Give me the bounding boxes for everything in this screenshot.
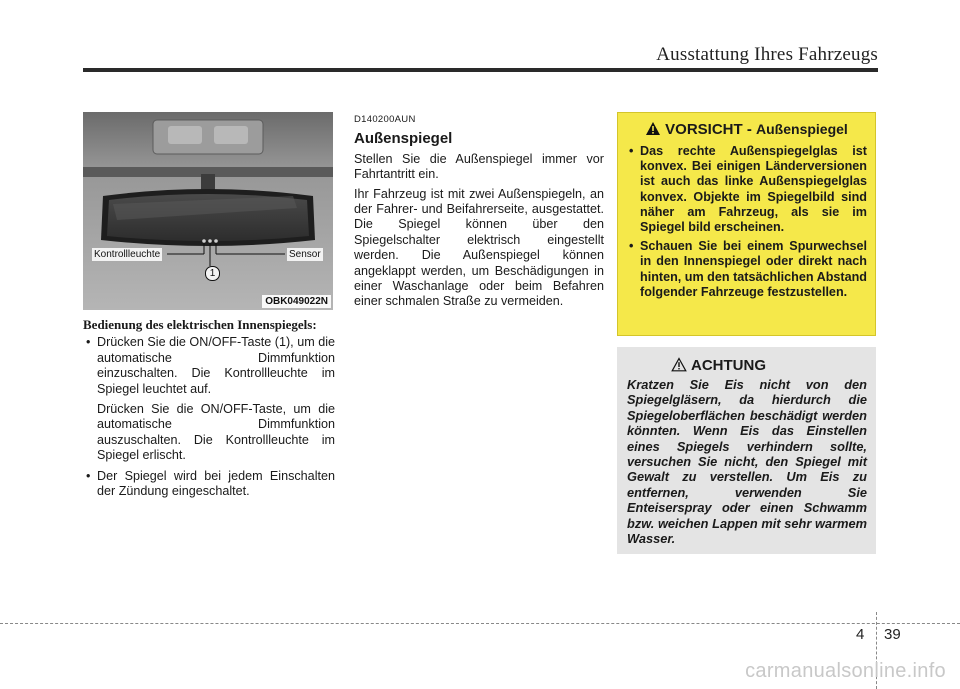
section-code: D140200AUN [354, 114, 416, 125]
notice-title [671, 357, 867, 374]
header-rule [83, 68, 878, 72]
middle-column [354, 112, 604, 314]
list-item-text: Der Spiegel wird bei jedem Einschalten der Zündung eingeschaltet. [97, 468, 335, 499]
notice-text: Kratzen Sie Eis nicht von den Spiegelgläsern, da hierdurch die Spiegeloberflächen beschädigt werden könnten. Wenn Eis das Einstellen eines Spiegels verhindern sollte, versuchen Sie nicht, den Spiegel mit Gewalt zu verstellen. Um Eis zu entfernen, verwenden Sie Enteiserspray oder einen Schwamm bzw. weichen Lappen mit sehr warmem Wasser. [627, 377, 867, 547]
figure-code: OBK049022N [262, 295, 331, 308]
label-indicator-light: Kontrollleuchte [94, 249, 161, 260]
caution-label: VORSICHT - [665, 121, 752, 138]
section-title: Außenspiegel [354, 130, 453, 148]
warning-triangle-outline-icon [671, 357, 687, 372]
caution-item-text: Schauen Sie bei einem Spurwechsel in den Innenspiegel oder direkt nach hinten, um den tatsächlichen Abstand folgender Fahrzeuge festzustellen. [640, 239, 867, 299]
bullet-icon: • [86, 468, 91, 483]
caution-box [617, 112, 876, 336]
caution-title [626, 121, 867, 138]
page-header-title: Ausstattung Ihres Fahrzeugs [656, 44, 878, 65]
chapter-number: 4 [856, 626, 865, 643]
list-item [83, 469, 335, 500]
bullet-icon: • [86, 335, 91, 350]
paragraph: Ihr Fahrzeug ist mit zwei Außenspiegeln, an der Fahrer- und Beifahrerseite, ausgestattet. Die Spiegel können über den Spiegelschalter elektrisch eingestellt werden. Die Außenspiegel können angeklappt werden, um Beschädigungen in einer Waschanlage oder beim Befahren einer schmalen Straße zu vermeiden. [354, 186, 604, 309]
footer-rule [0, 623, 960, 624]
caution-subtitle: Außenspiegel [756, 121, 848, 137]
notice-label: ACHTUNG [691, 357, 766, 374]
warning-triangle-icon [645, 121, 661, 136]
notice-box [617, 347, 876, 554]
paragraph: Stellen Sie die Außenspiegel immer vor Fahrtantritt ein. [354, 151, 604, 182]
bullet-icon: • [629, 144, 634, 158]
watermark: carmanualsonline.info [745, 660, 946, 682]
bullet-icon: • [629, 239, 634, 254]
rearview-mirror-photo [83, 112, 333, 310]
list-item [83, 335, 335, 397]
caution-item-text: Das rechte Außenspiegelglas ist konvex. Bei einigen Länderversionen ist auch das linke Außenspiegelglas konvex. Objekte im Spiegelbild sind näher am Fahrzeug, als sie im Spiegel bild erscheinen. [640, 144, 867, 235]
label-sensor: Sensor [289, 249, 321, 260]
caution-item [626, 239, 867, 300]
page-number: 39 [884, 626, 901, 643]
caution-item [626, 144, 867, 235]
list-item-continuation: Drücken Sie die ON/OFF-Taste, um die automatische Dimmfunktion auszuschalten. Die Kontrollleuchte im Spiegel erlischt. [97, 402, 335, 463]
list-item-text: Drücken Sie die ON/OFF-Taste (1), um die automatische Dimmfunktion einzuschalten. Die Kontrollleuchte im Spiegel leuchtet auf. [97, 335, 335, 396]
left-column [83, 317, 335, 499]
section-heading: Bedienung des elektrischen Innenspiegels: [83, 317, 317, 332]
callout-number: 1 [205, 266, 220, 281]
